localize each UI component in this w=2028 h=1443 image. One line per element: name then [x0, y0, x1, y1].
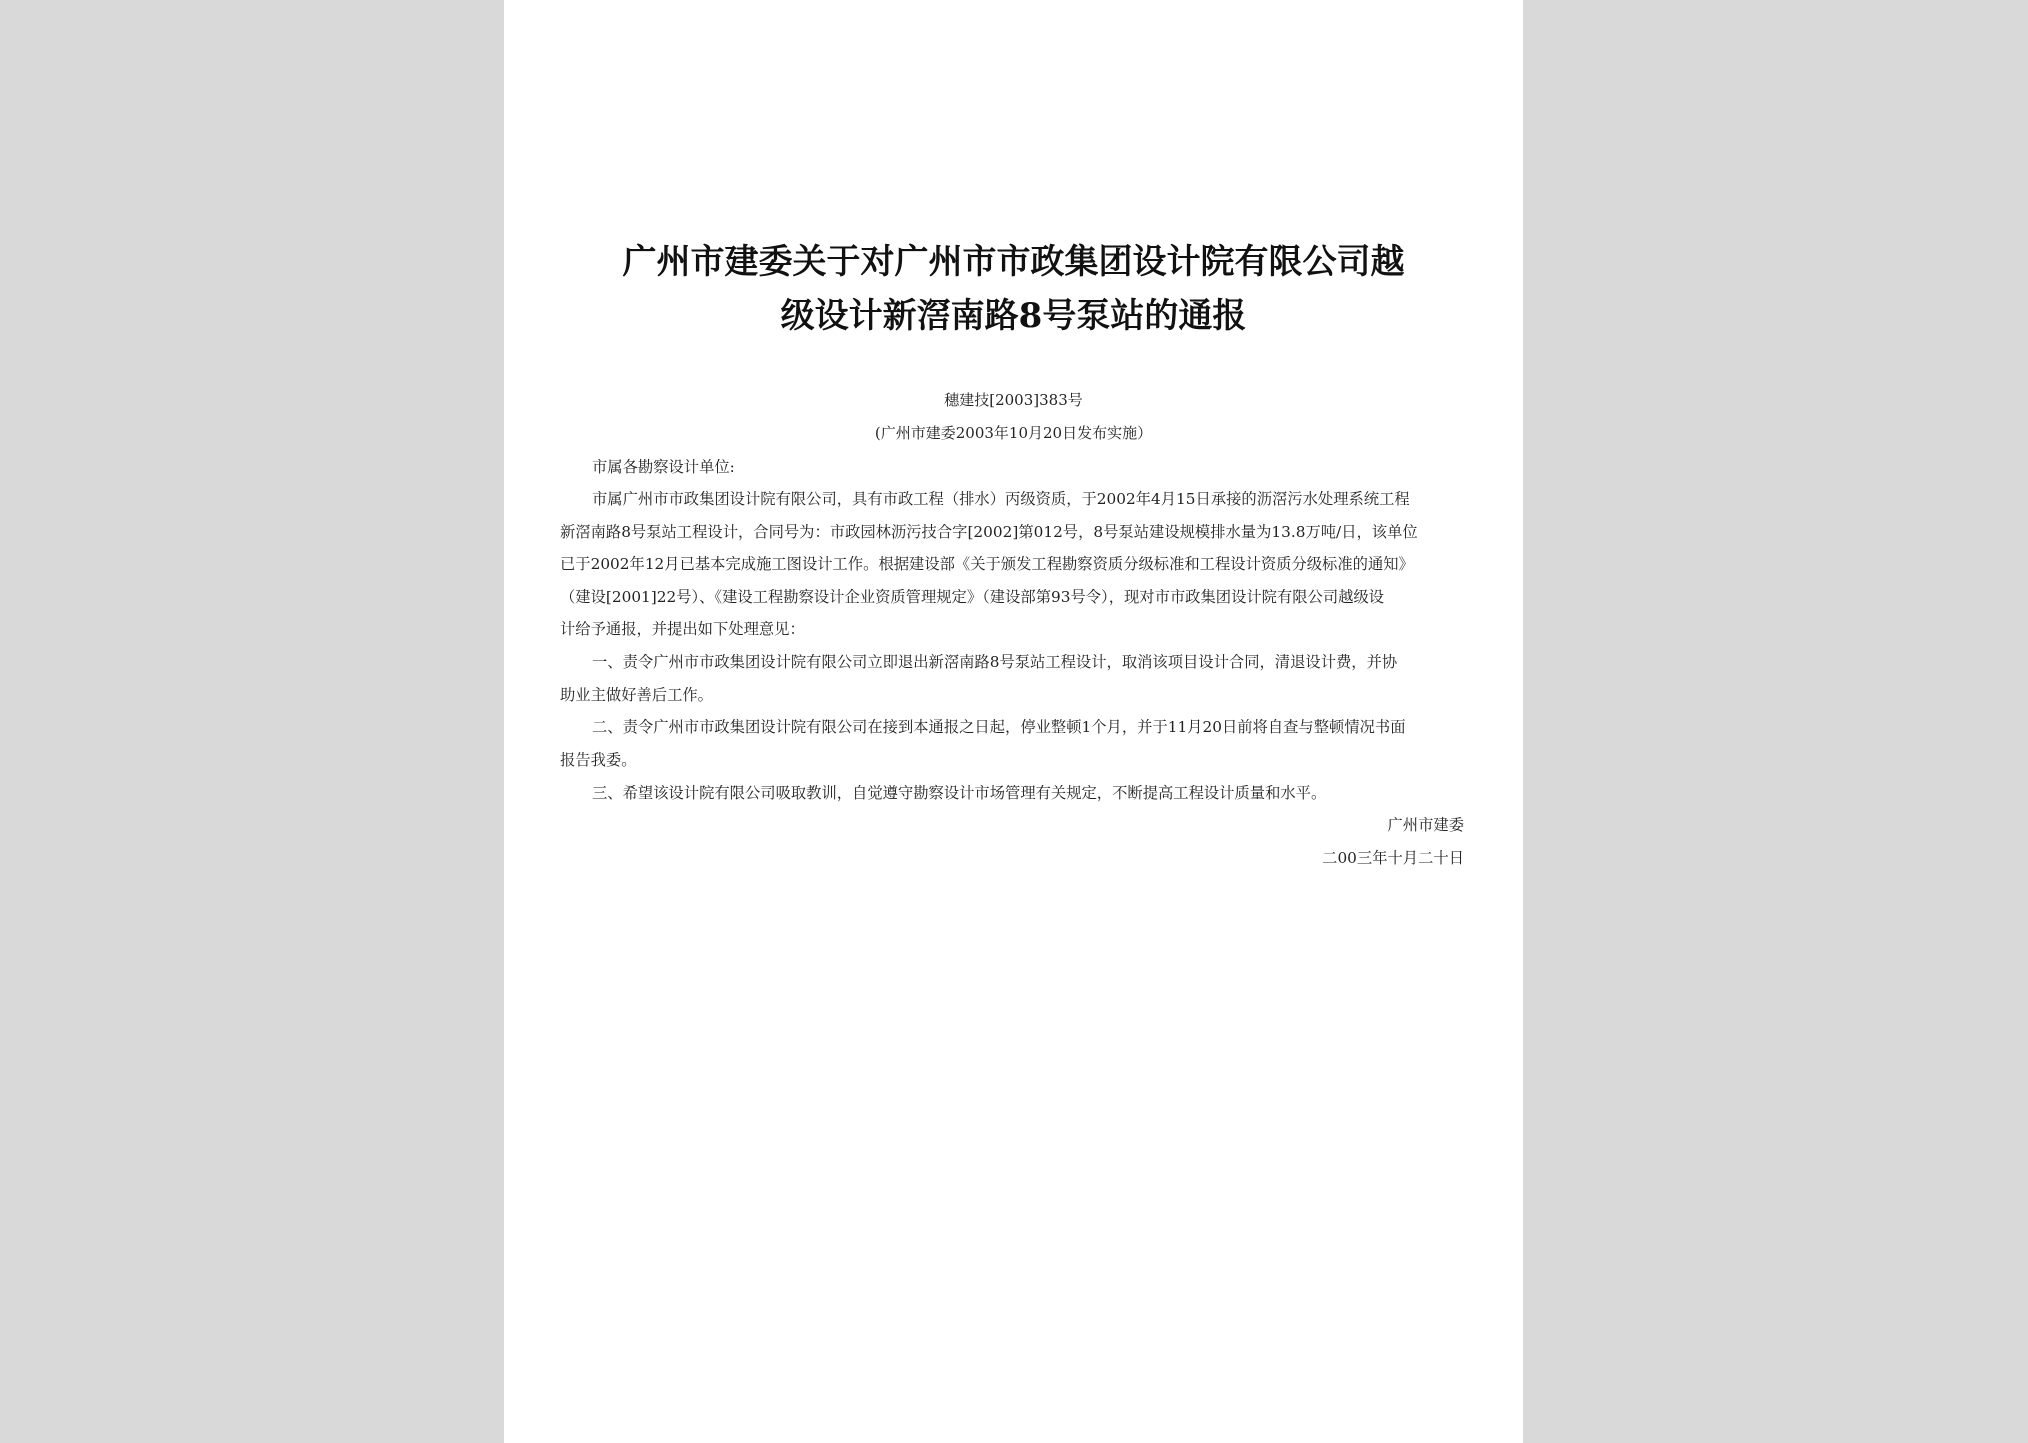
body-line: 助业主做好善后工作。 [560, 686, 713, 704]
document-page [504, 0, 1523, 1443]
document-title-line-2: 级设计新滘南路8号泵站的通报 [780, 296, 1247, 336]
body-line: 一、责令广州市市政集团设计院有限公司立即退出新滘南路8号泵站工程设计，取消该项目设计合同，清退设计费，并协 [592, 653, 1398, 671]
body-line: 报告我委。 [560, 751, 637, 769]
body-line: 三、希望该设计院有限公司吸取教训，自觉遵守勘察设计市场管理有关规定，不断提高工程设计质量和水平。 [592, 784, 1327, 802]
body-line: 二、责令广州市市政集团设计院有限公司在接到本通报之日起，停业整顿1个月，并于11月20日前将自查与整顿情况书面 [592, 718, 1406, 736]
document-number: 穗建技[2003]383号 [944, 391, 1083, 409]
document-title-line-1: 广州市建委关于对广州市市政集团设计院有限公司越 [622, 242, 1405, 282]
issued-note: (广州市建委2003年10月20日发布实施） [874, 424, 1153, 442]
body-line: 市属广州市市政集团设计院有限公司，具有市政工程（排水）丙级资质，于2002年4月15日承接的沥滘污水处理系统工程 [592, 490, 1410, 508]
salutation: 市属各勘察设计单位: [592, 458, 735, 476]
signature: 广州市建委 [1387, 816, 1464, 834]
body-line: 已于2002年12月已基本完成施工图设计工作。根据建设部《关于颁发工程勘察资质分级标准和工程设计资质分级标准的通知》 [560, 555, 1414, 573]
document-date: 二00三年十月二十日 [1322, 849, 1464, 867]
body-line: 新滘南路8号泵站工程设计，合同号为：市政园林沥污技合字[2002]第012号，8号泵站建设规模排水量为13.8万吨/日，该单位 [560, 523, 1418, 541]
body-line: （建设[2001]22号）、《建设工程勘察设计企业资质管理规定》（建设部第93号令），现对市市政集团设计院有限公司越级设 [560, 588, 1385, 606]
body-line: 计给予通报，并提出如下处理意见： [560, 620, 805, 638]
